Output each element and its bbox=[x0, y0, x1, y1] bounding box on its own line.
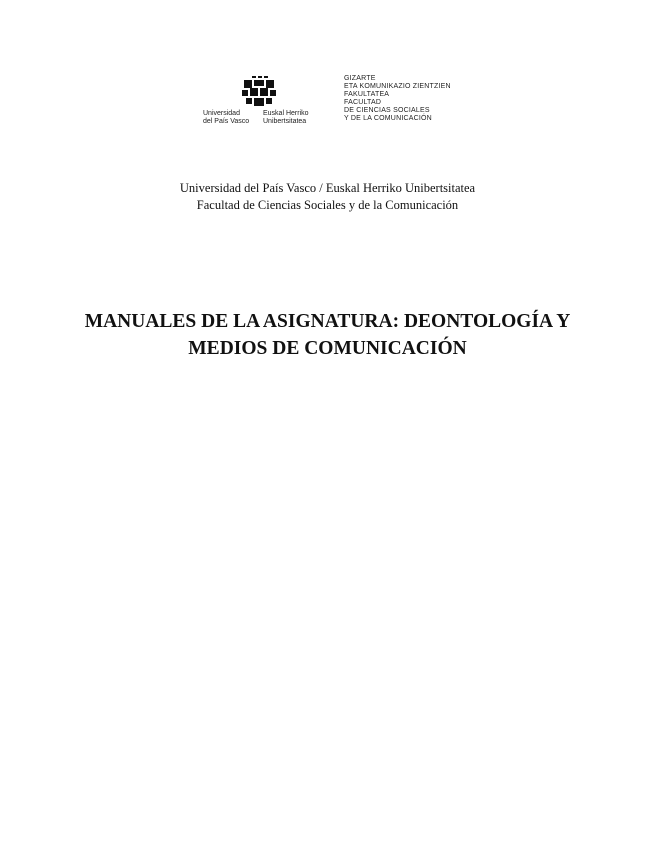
university-logo-caption-es: Universidad del País Vasco bbox=[203, 110, 250, 125]
university-logo-icon bbox=[240, 76, 278, 108]
document-title bbox=[0, 308, 655, 362]
faculty-name: Facultad de Ciencias Sociales y de la Comunicación bbox=[196, 198, 459, 212]
document-title-line-1: MANUALES DE LA ASIGNATURA: DEONTOLOGÍA Y bbox=[84, 311, 571, 332]
university-name: Universidad del País Vasco / Euskal Herriko Unibertsitatea bbox=[179, 181, 476, 195]
university-logo-caption-eu: Euskal Herriko Unibertsitatea bbox=[263, 110, 309, 125]
logo-header bbox=[200, 72, 460, 128]
faculty-logo: GIZARTE ETA KOMUNIKAZIO ZIENTZIEN FAKULTATEA FACULTAD DE CIENCIAS SOCIALES Y DE LA COMUNICACIÓN bbox=[344, 75, 451, 122]
document-title-line-2: MEDIOS DE COMUNICACIÓN bbox=[188, 338, 467, 359]
